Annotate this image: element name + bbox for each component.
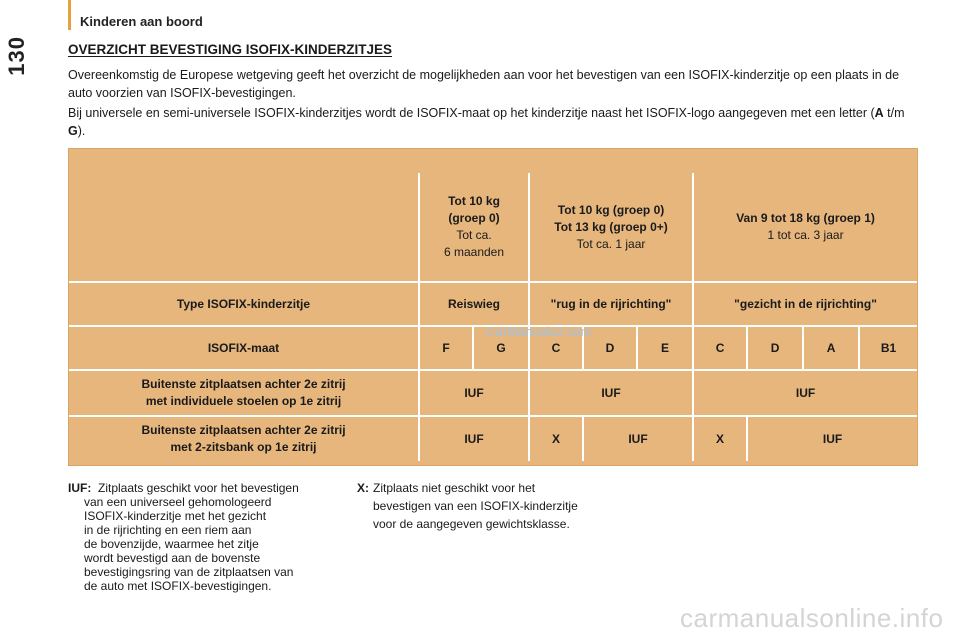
weight-group-cell	[419, 173, 529, 282]
table-cell: X	[693, 416, 747, 461]
type-row	[69, 282, 917, 326]
table-cell: IUF	[529, 370, 693, 416]
weight-group-row	[69, 173, 917, 282]
isofix-table-panel	[68, 148, 918, 466]
legend-line: Zitplaats geschikt voor het bevestigen	[98, 481, 299, 495]
table-cell: D	[747, 326, 803, 370]
inline-watermark: CarManuals2.com	[486, 324, 592, 339]
table-cell: G	[473, 326, 529, 370]
legend-x	[357, 481, 617, 533]
row-label: ISOFIX-maat	[69, 326, 419, 370]
table-cell: IUF	[747, 416, 917, 461]
weight-group-cell	[529, 173, 693, 282]
table-cell: IUF	[693, 370, 917, 416]
paragraph-text: t/m	[883, 106, 905, 120]
row-label	[69, 416, 419, 461]
table-cell: IUF	[419, 370, 529, 416]
legend-text	[357, 479, 617, 533]
intro-paragraph: Overeenkomstig de Europese wetgeving geeft het overzicht de mogelijkheden aan voor het bevestigen van een ISOFIX-kinderzitje op een plaats in de auto voorzien van ISOFIX-bevestigingen.	[68, 68, 900, 100]
table-cell: Reiswieg	[419, 282, 529, 326]
legend-line: Zitplaats niet geschikt voor het	[373, 481, 536, 495]
letter-a: A	[874, 106, 884, 120]
legend-line: wordt bevestigd aan de bovenste	[84, 551, 261, 565]
legend-line: bevestigingsring van de zitplaatsen van	[84, 565, 294, 579]
chapter-title: Kinderen aan boord	[80, 14, 203, 29]
table-cell: X	[529, 416, 583, 461]
legend-line: voor de aangegeven gewichtsklasse.	[373, 517, 570, 531]
empty-header-cell	[69, 173, 419, 282]
table-cell: C	[529, 326, 583, 370]
weight-line: Tot 10 kg	[448, 194, 500, 208]
paragraph-text: ).	[77, 124, 86, 138]
table-cell: E	[637, 326, 693, 370]
weight-line: Van 9 tot 18 kg (groep 1)	[736, 211, 875, 225]
table-cell: IUF	[583, 416, 693, 461]
table-cell: B1	[859, 326, 917, 370]
legend-line: ISOFIX-kinderzitje met het gezicht	[84, 509, 267, 523]
legend-line: in de rijrichting en een riem aan	[84, 523, 252, 537]
legend-line: de bovenzijde, waarmee het zitje	[84, 537, 259, 551]
table-cell: "gezicht in de rijrichting"	[693, 282, 917, 326]
legend-line: de auto met ISOFIX-bevestigingen.	[84, 579, 272, 593]
row-label: Type ISOFIX-kinderzitje	[69, 282, 419, 326]
isofix-size-paragraph	[68, 104, 918, 140]
letter-g: G	[68, 124, 78, 138]
legend-text	[68, 481, 358, 593]
table-cell: C	[693, 326, 747, 370]
table-cell: F	[419, 326, 473, 370]
age-line: 6 maanden	[443, 245, 505, 259]
legend-key: X:	[357, 481, 369, 495]
paragraph-text: Bij universele en semi-universele ISOFIX-kinderzitjes wordt de ISOFIX-maat op het kinderzitje naast het ISOFIX-logo aangegeven met een letter (	[68, 106, 875, 120]
age-line: Tot ca. 1 jaar	[576, 236, 646, 251]
table-cell: "rug in de rijrichting"	[529, 282, 693, 326]
legend-line: van een universeel gehomologeerd	[84, 495, 272, 509]
chapter-accent-bar	[68, 0, 71, 30]
row-label	[69, 370, 419, 416]
age-line: 1 tot ca. 3 jaar	[767, 228, 844, 242]
row-label-line: met individuele stoelen op 1e zitrij	[145, 394, 342, 408]
weight-line: Tot 10 kg (groep 0)	[557, 202, 665, 217]
table-cell: D	[583, 326, 637, 370]
isofix-table	[69, 173, 917, 461]
table-cell: IUF	[419, 416, 529, 461]
legend-iuf	[68, 481, 358, 593]
bench-row	[69, 416, 917, 461]
row-label-line: Buitenste zitplaatsen achter 2e zitrij	[141, 377, 346, 391]
weight-line: (groep 0)	[448, 211, 500, 225]
table-cell: A	[803, 326, 859, 370]
section-title: OVERZICHT BEVESTIGING ISOFIX-KINDERZITJES	[68, 42, 393, 57]
page-number: 130	[4, 36, 29, 76]
legend-key: IUF:	[68, 481, 92, 495]
age-line: Tot ca.	[456, 228, 492, 242]
row-label-line: met 2-zitsbank op 1e zitrij	[170, 440, 317, 454]
individual-seats-row	[69, 370, 917, 416]
legend-line: bevestigen van een ISOFIX-kinderzitje	[373, 499, 578, 513]
row-label-line: Buitenste zitplaatsen achter 2e zitrij	[141, 423, 346, 437]
weight-group-cell	[693, 173, 917, 282]
weight-line: Tot 13 kg (groep 0+)	[554, 219, 668, 234]
footer-watermark: carmanualsonline.info	[680, 603, 944, 633]
